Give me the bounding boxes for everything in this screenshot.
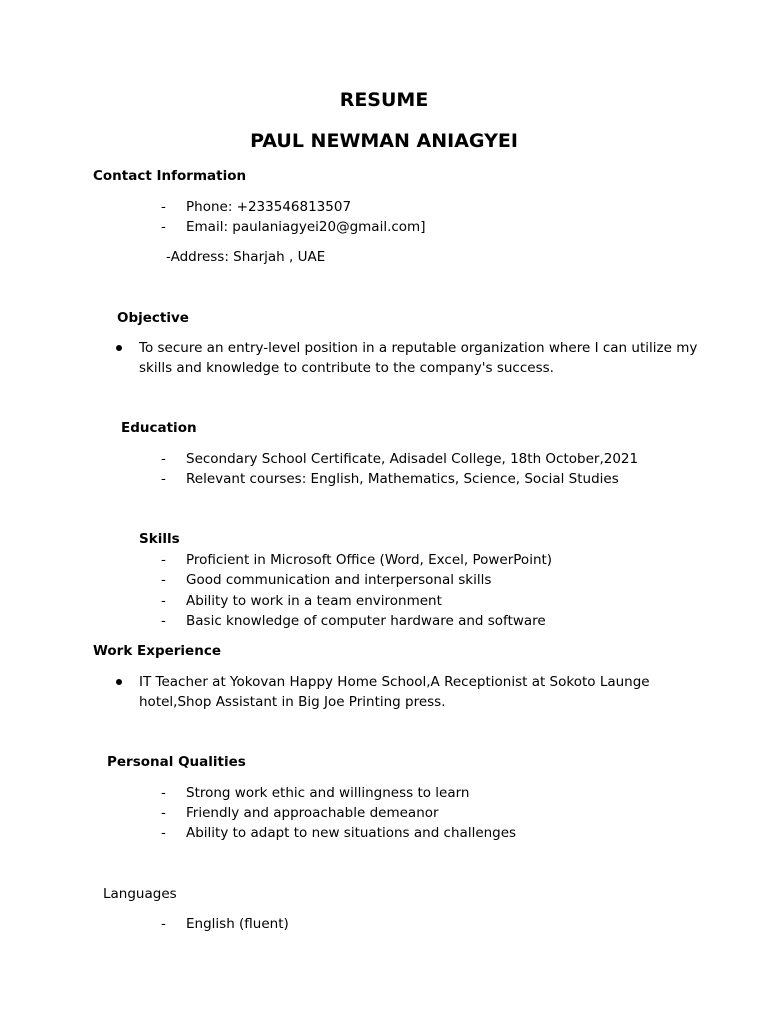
list-dash: - <box>161 471 166 487</box>
contact-phone: Phone: +233546813507 <box>186 199 352 215</box>
education-item: Relevant courses: English, Mathematics, Science, Social Studies <box>186 471 619 487</box>
list-dash: - <box>161 825 166 841</box>
bullet-icon <box>116 679 122 685</box>
qualities-item: Friendly and approachable demeanor <box>186 805 439 821</box>
bullet-icon <box>116 345 122 351</box>
objective-line-1: To secure an entry-level position in a reputable organization where I can utilize my <box>139 340 698 356</box>
contact-email: Email: paulaniagyei20@gmail.com] <box>186 219 426 235</box>
applicant-name: PAUL NEWMAN ANIAGYEI <box>250 130 518 152</box>
objective-heading: Objective <box>117 310 189 326</box>
skills-item: Good communication and interpersonal skills <box>186 572 492 588</box>
list-dash: - <box>161 199 166 215</box>
list-dash: - <box>161 785 166 801</box>
work-line-1: IT Teacher at Yokovan Happy Home School,A Receptionist at Sokoto Launge <box>139 674 650 690</box>
education-heading: Education <box>121 420 197 436</box>
work-line-2: hotel,Shop Assistant in Big Joe Printing press. <box>139 694 446 710</box>
languages-item: English (fluent) <box>186 916 289 932</box>
list-dash: - <box>161 219 166 235</box>
list-dash: - <box>161 572 166 588</box>
objective-line-2: skills and knowledge to contribute to the company's success. <box>139 360 554 376</box>
list-dash: - <box>161 593 166 609</box>
list-dash: - <box>161 613 166 629</box>
qualities-heading: Personal Qualities <box>107 754 246 770</box>
list-dash: - <box>161 451 166 467</box>
skills-item: Basic knowledge of computer hardware and software <box>186 613 546 629</box>
work-heading: Work Experience <box>93 643 221 659</box>
contact-heading: Contact Information <box>93 168 247 184</box>
contact-address: -Address: Sharjah , UAE <box>166 249 326 265</box>
qualities-item: Strong work ethic and willingness to learn <box>186 785 470 801</box>
list-dash: - <box>161 916 166 932</box>
skills-item: Ability to work in a team environment <box>186 593 442 609</box>
qualities-item: Ability to adapt to new situations and challenges <box>186 825 517 841</box>
education-item: Secondary School Certificate, Adisadel College, 18th October,2021 <box>186 451 639 467</box>
list-dash: - <box>161 805 166 821</box>
languages-heading: Languages <box>103 886 177 902</box>
document-title: RESUME <box>339 89 429 111</box>
skills-item: Proficient in Microsoft Office (Word, Excel, PowerPoint) <box>186 552 553 568</box>
skills-heading: Skills <box>139 531 180 547</box>
list-dash: - <box>161 552 166 568</box>
